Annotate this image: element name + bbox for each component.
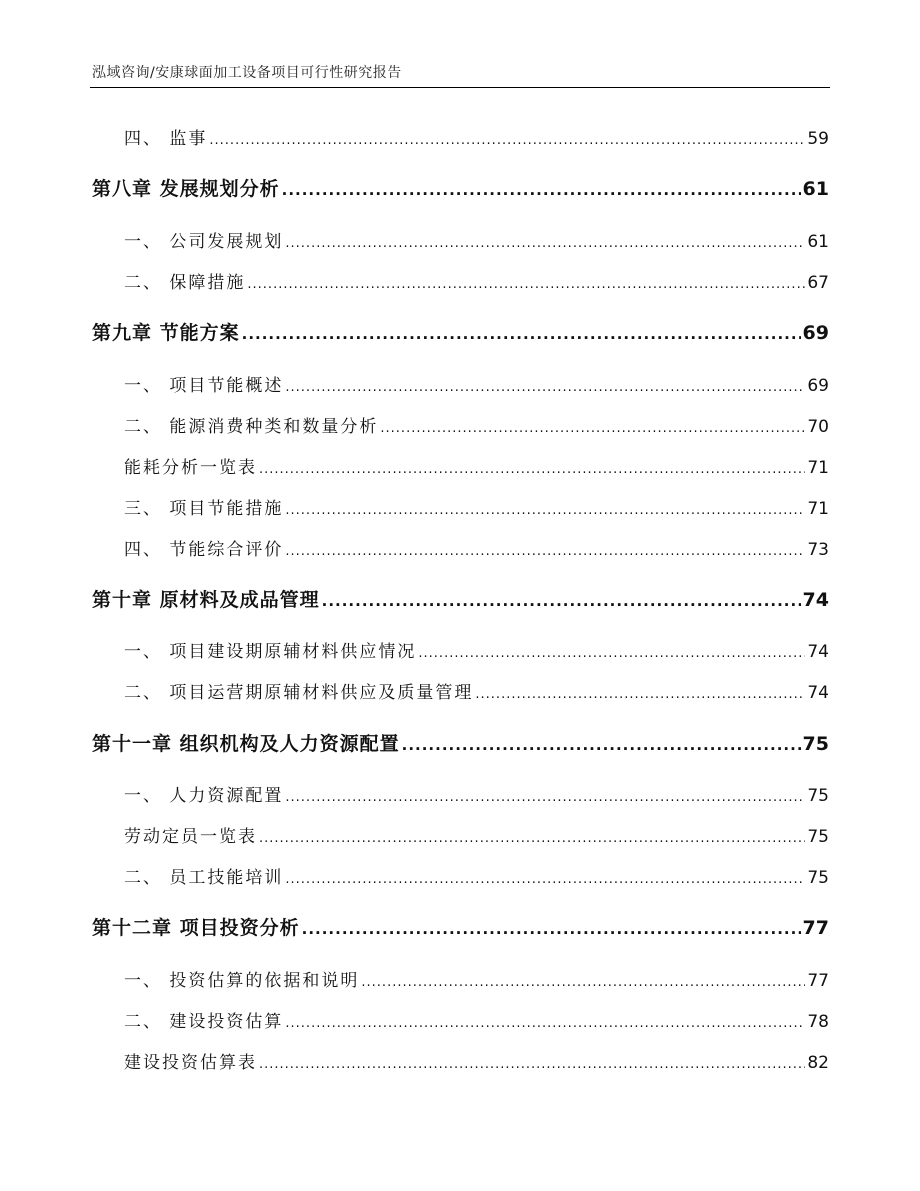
- toc-chapter-page: 61: [802, 178, 829, 200]
- toc-entry[interactable]: [124, 822, 829, 847]
- toc-entry-page: 78: [807, 1012, 829, 1032]
- dot-leader: [209, 129, 805, 149]
- toc-entry-title: 一、 公司发展规划: [124, 232, 284, 252]
- toc-entry[interactable]: [124, 453, 829, 478]
- toc-entry-supervisor[interactable]: [124, 124, 829, 149]
- dot-leader: [361, 971, 805, 991]
- toc-chapter-page: 77: [802, 917, 829, 939]
- toc-entry[interactable]: [124, 863, 829, 888]
- dot-leader: [285, 376, 805, 396]
- toc-chapter-12[interactable]: [92, 913, 829, 940]
- toc-entry-title: 二、 能源消费种类和数量分析: [124, 417, 379, 437]
- dot-leader: [242, 322, 801, 344]
- toc-entry-page: 73: [807, 540, 829, 560]
- toc-entry-title: 四、 监事: [124, 129, 208, 149]
- toc-chapter-8[interactable]: [92, 174, 829, 201]
- toc-entry-title: 一、 投资估算的依据和说明: [124, 971, 360, 991]
- toc-chapter-11[interactable]: [92, 729, 829, 756]
- dot-leader: [259, 1053, 805, 1073]
- toc-chapter-page: 75: [802, 733, 829, 755]
- toc-entry-title: 四、 节能综合评价: [124, 540, 284, 560]
- dot-leader: [259, 458, 805, 478]
- dot-leader: [285, 540, 805, 560]
- toc-entry-page: 59: [807, 129, 829, 149]
- toc-entry[interactable]: [124, 678, 829, 703]
- toc-entry[interactable]: [124, 227, 829, 252]
- dot-leader: [475, 683, 805, 703]
- toc-entry-page: 74: [807, 642, 829, 662]
- dot-leader: [380, 417, 805, 437]
- toc-chapter-title: 第九章 节能方案: [92, 322, 240, 344]
- dot-leader: [402, 733, 801, 755]
- toc-entry-title: 能耗分析一览表: [124, 458, 257, 478]
- toc-entry[interactable]: [124, 781, 829, 806]
- toc-entry-title: 二、 项目运营期原辅材料供应及质量管理: [124, 683, 474, 703]
- dot-leader: [285, 1012, 805, 1032]
- toc-entry-title: 建设投资估算表: [124, 1053, 257, 1073]
- toc-entry-page: 71: [807, 499, 829, 519]
- toc-entry[interactable]: [124, 494, 829, 519]
- toc-entry[interactable]: [124, 1048, 829, 1073]
- toc-chapter-page: 69: [802, 322, 829, 344]
- dot-leader: [247, 273, 805, 293]
- toc-entry-title: 一、 人力资源配置: [124, 786, 284, 806]
- dot-leader: [282, 178, 801, 200]
- toc-chapter-title: 第十章 原材料及成品管理: [92, 589, 320, 611]
- toc-entry[interactable]: [124, 535, 829, 560]
- toc-entry-page: 75: [807, 868, 829, 888]
- toc-chapter-9[interactable]: [92, 318, 829, 345]
- toc-entry-page: 71: [807, 458, 829, 478]
- toc-entry-page: 75: [807, 827, 829, 847]
- dot-leader: [322, 589, 801, 611]
- dot-leader: [259, 827, 805, 847]
- toc-entry-page: 61: [807, 232, 829, 252]
- toc-entry-page: 70: [807, 417, 829, 437]
- toc-entry[interactable]: [124, 371, 829, 396]
- dot-leader: [285, 232, 805, 252]
- toc-entry-page: 75: [807, 786, 829, 806]
- toc-entry-page: 77: [807, 971, 829, 991]
- toc-entry[interactable]: [124, 1007, 829, 1032]
- dot-leader: [302, 917, 801, 939]
- toc-chapter-title: 第十二章 项目投资分析: [92, 917, 300, 939]
- toc-entry[interactable]: [124, 268, 829, 293]
- toc-entry-title: 二、 员工技能培训: [124, 868, 284, 888]
- toc-entry-title: 二、 保障措施: [124, 273, 246, 293]
- toc-entry[interactable]: [124, 637, 829, 662]
- toc-chapter-page: 74: [802, 589, 829, 611]
- toc-entry-page: 67: [807, 273, 829, 293]
- dot-leader: [285, 786, 805, 806]
- dot-leader: [285, 499, 805, 519]
- toc-entry-title: 一、 项目建设期原辅材料供应情况: [124, 642, 417, 662]
- toc-entry-page: 82: [807, 1053, 829, 1073]
- toc-entry-title: 二、 建设投资估算: [124, 1012, 284, 1032]
- toc-chapter-10[interactable]: [92, 585, 829, 612]
- toc-chapter-title: 第八章 发展规划分析: [92, 178, 280, 200]
- toc-chapter-title: 第十一章 组织机构及人力资源配置: [92, 733, 400, 755]
- toc-entry-title: 三、 项目节能措施: [124, 499, 284, 519]
- toc-entry-page: 69: [807, 376, 829, 396]
- toc-entry[interactable]: [124, 412, 829, 437]
- toc-entry-title: 劳动定员一览表: [124, 827, 257, 847]
- running-header: 泓域咨询/安康球面加工设备项目可行性研究报告: [92, 65, 402, 81]
- toc-entry-page: 74: [807, 683, 829, 703]
- toc-entry[interactable]: [124, 966, 829, 991]
- dot-leader: [285, 868, 805, 888]
- toc-entry-title: 一、 项目节能概述: [124, 376, 284, 396]
- dot-leader: [418, 642, 805, 662]
